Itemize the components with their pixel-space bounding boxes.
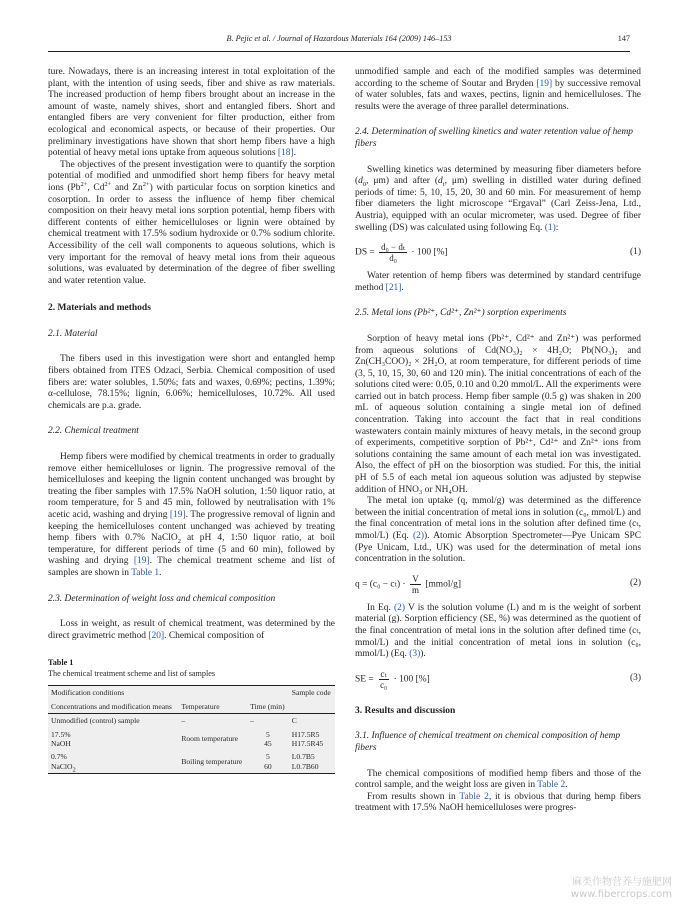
equation-number: (2) — [629, 578, 641, 589]
table-row: 17.5% NaOH Room temperature 5 45 H17.5R5 H17.5R45 — [51, 729, 324, 748]
table-header: Temperature — [178, 700, 247, 714]
page-number: 147 — [617, 34, 630, 43]
equation-number: (3) — [629, 673, 641, 684]
citation-link[interactable]: [20] — [148, 630, 165, 641]
paragraph: Sorption of heavy metal ions (Pb²⁺, Cd²⁺ and Zn²⁺) was performed from aqueous solutions of Cd(NO₃)₂ × 4H₂O; Pb(NO₃)₂ and Zn(CH₃COO)₂ × 2H₂O, at room temperature, for different periods of time (3, 5, 10, 15, 30, 60 and 120 min). The initial concentrations of each of the solutions cited were: 0.05, 0.10 and 0.20 mmol/L. All the experiments were carried out in batch process. Hemp fiber sample (0.5 g) was shaken in 200 mL of aqueous solution containing a single metal ion of defined concentration. Taking into account the fact that in real conditions wastewaters contain mainly mixtures of heavy metals, in the second group of experiments, competitive sorption of Pb²⁺, Cd²⁺ and Zn²⁺ ions from solutions containing the same amount of each metal ion was investigated. Also, the effect of pH on the biosorption was studied. For this, the initial pH of 5.5 of each metal ion aqueous solution was adjusted by stepwise addition of HNO₃ or NH₄OH. — [355, 333, 641, 495]
paragraph: The metal ion uptake (q, mmol/g) was determined as the difference between the initial concentration of metal ions in solution (c₀, mmol/L) and the final concentration of metal ions in the solution after defined time (cₜ, mmol/L) (Eq. (2)). Atomic Absorption Spectrometer—Pye Unicam SPC (Pye Unicam, Ltd., UK) was used for the determination of metal ions concentration in the solution. — [355, 496, 642, 565]
subsection-heading: 3.1. Influence of chemical treatment on chemical composition of hemp fibers — [355, 731, 621, 753]
running-header — [48, 34, 630, 48]
subsection-heading: 2.1. Material — [48, 328, 98, 339]
journal-citation: B. Pejic et al. / Journal of Hazardous Materials 164 (2009) 146–153 — [226, 34, 452, 43]
paragraph: The fibers used in this investigation were short and entangled hemp fibers obtained from ITES Odzaci, Serbia. Chemical composition of used fibers are: water solubles, 1.50%; fats and waxes, 0.69%; pectins, 1.39%; α-cellulose, 78.15%; lignin, 6.06%; hemicelluloses, 10.72%. All used chemicals are p.a. grade. — [48, 354, 335, 411]
header-rule — [48, 51, 630, 52]
section-heading: 2. Materials and methods — [48, 303, 151, 314]
equation-3: SE = $\frac{\text{cₜ}}{\text{c₀}}$ · 100 [%] (3) — [355, 668, 641, 690]
left-column — [48, 67, 335, 774]
subsection-heading: 2.3. Determination of weight loss and chemical composition — [48, 593, 276, 604]
citation-link[interactable]: [19] — [133, 556, 150, 567]
table-row: 0.7% NaClO$_2$ Boiling temperature 5 60 L0.7B5 L0.7B60 — [48, 750, 335, 773]
citation-link[interactable]: [18] — [277, 148, 294, 159]
paragraph: ture. Nowadays, there is an increasing interest in total exploitation of the plant, with the intention of using seeds, fiber and shive as raw materials. The increased production of hemp fibers brought about an increase in the amount of waste, namely shives, short and entangled fibers. Short and entangled fibers are very convenient for filter production, either from ecological and economical aspects, or because of their properties. Our preliminary investigations have shown that short hemp fibers have a high potential of heavy metal ions uptake from aqueous solutions [18]. — [48, 67, 335, 159]
paragraph: Swelling kinetics was determined by measuring fiber diameters before ($d_0$, μm) and after ($d_t$, μm) swelling in distilled water during defined periods of time: 5, 10, 15, 20, 30 and 60 min. For measurement of hemp fiber diameters the light microscope “Ergaval” (Carl Zeiss-Jena, Ltd., Austria), equipped with an ocular micrometer, was used. Degree of fiber swelling (DS) was calculated using following Eq. (1): — [355, 164, 641, 233]
paragraph: unmodified sample and each of the modified samples was determined according to the scheme of Soutar and Bryden [19] by successive removal of water solubles, fats and waxes, pectins, lignin and hemicelluloses. The results were the average of three parallel determinations. — [355, 67, 641, 112]
equation-link[interactable]: (1) — [544, 222, 556, 233]
paragraph: Water retention of hemp fibers was determined by standard centrifuge method [21]. — [355, 271, 641, 293]
equation-link[interactable]: (3) — [409, 649, 421, 660]
subsection-heading: 2.2. Chemical treatment — [48, 426, 139, 437]
citation-link[interactable]: [19] — [169, 510, 186, 520]
paragraph: From results shown in Table 2, it is obvious that during hemp fibers treatment with 17.5% NaOH hemicelluloses were progres- — [355, 791, 641, 814]
paragraph: The chemical compositions of modified hemp fibers and those of the control sample, and the weight loss are given in Table 2. — [355, 768, 641, 791]
paragraph: In Eq. (2) V is the solution volume (L) and m is the weight of sorbent material (g). Sorption efficiency (SE, %) was determined as the quotient of the final concentration of metal ions in the solution after defined time (cₜ, mmol/L) and the initial concentration of metal ions in solution (c₀, mmol/L) (Eq. (3)). — [355, 602, 641, 660]
site-watermark: 麻类作物营养与施肥网 www.fibercrops.com — [570, 877, 672, 900]
equation-link[interactable]: (2) — [413, 531, 425, 541]
table-caption — [48, 658, 335, 679]
table-row: Unmodified (control) sample – – C — [51, 716, 297, 726]
equation-1: DS = $\frac{\text{d₀ − dₜ}}{\text{d₀}}$ · 100 [%] (1) — [355, 242, 641, 264]
equation-link[interactable]: (2) — [393, 602, 405, 613]
table-link[interactable]: Table 2 — [459, 791, 489, 802]
paragraph: Hemp fibers were modified by chemical treatments in order to gradually remove either hemicelluloses or lignin. The progressive removal of the hemicelluloses and keeping the lignin content unchanged was brought by treating the fiber samples with 17.5% NaOH solution, 1:50 liquor ratio, at room temperature, for 5 and 45 min, followed by neutralisation with 1% acetic acid, washing and drying [19]. The progressive removal of lignin and keeping the hemicelluloses content unchanged was achieved by treating hemp fibers with 0.7% NaClO$_2$ at pH 4, 1:50 liquor ratio, at boil temperature, for different periods of time (5 and 60 min), followed by washing and drying [19]. The chemical treatment scheme and list of samples are shown in Table 1. — [48, 452, 335, 578]
table-link[interactable]: Table 1 — [131, 567, 160, 578]
table-title: The chemical treatment scheme and list of samples — [48, 668, 216, 678]
subsection-heading: 2.5. Metal ions (Pb²⁺, Cd²⁺, Zn²⁺) sorption experiments — [355, 308, 567, 319]
subsection-heading: 2.4. Determination of swelling kinetics and water retention value of hemp fibers — [355, 127, 634, 149]
table-header: Modification conditions — [48, 686, 289, 700]
equation-2: q = (c₀ − cₜ) · $\frac{V}{m}$ [mmol/g] (2) — [355, 573, 641, 595]
citation-link[interactable]: [19] — [536, 78, 553, 89]
paragraph: The objectives of the present investigation were to quantify the sorption potential of modified and unmodified short hemp fibers for heavy metal ions ($Pb^{2+}$, $Cd^{2+}$ and $Zn^{2+}$) with particular focus on sorption kinetics and cosorption. In order to assess the influence of hemp fiber chemical composition on their heavy metal ions sorption potential, hemp fibers with different contents of either hemicelluloses or lignin were obtained by chemical treatment with 17.5% sodium hydroxide or 0.7% sodium chlorite. Accessibility of the cell wall components to aqueous solutions, which is very important for the removal of heavy metal ions from their aqueous solutions, was evaluated by determination of the degree of fiber swelling and water retention value. — [48, 159, 335, 286]
table-header: Time (min) — [247, 700, 289, 714]
table-header: Concentrations and modification means — [48, 700, 178, 714]
citation-link[interactable]: [21] — [385, 282, 402, 293]
table-link[interactable]: Table 2 — [537, 780, 566, 791]
table-label: Table 1 — [48, 658, 74, 668]
section-heading: 3. Results and discussion — [355, 705, 456, 716]
right-column — [355, 67, 641, 815]
paragraph: Loss in weight, as result of chemical treatment, was determined by the direct gravimetric method [20]. Chemical composition of — [48, 619, 335, 641]
treatment-table — [48, 685, 335, 774]
table-header: Sample code — [289, 686, 335, 700]
equation-number: (1) — [629, 246, 641, 257]
